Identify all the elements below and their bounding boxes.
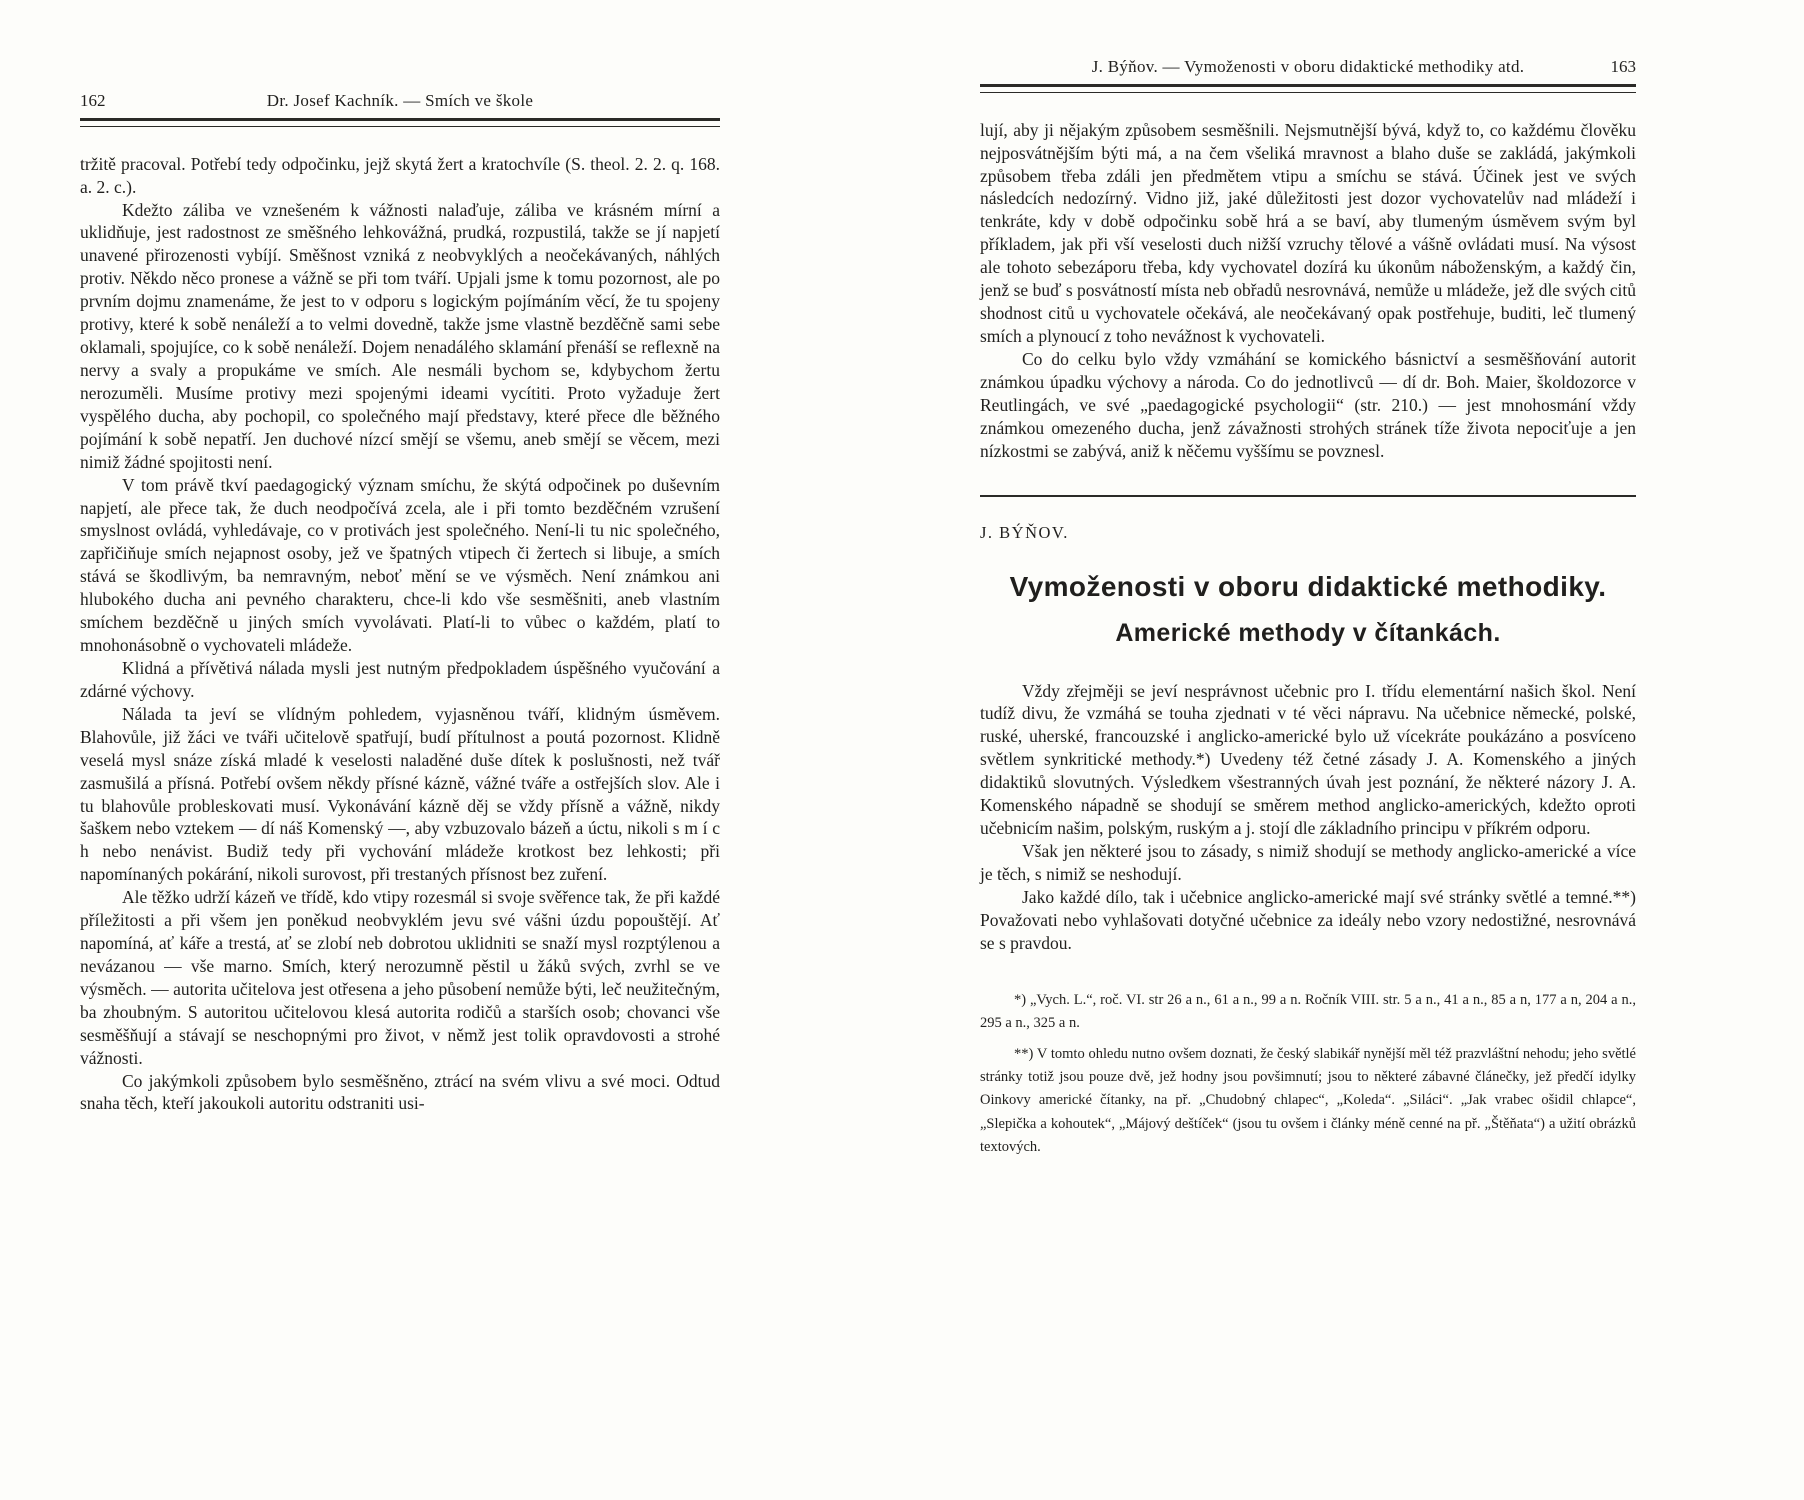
article-divider-rule: [980, 495, 1636, 497]
paragraph: Vždy zřejměji se jeví nesprávnost učebnic pro I. třídu elementární našich škol. Není tudíž divu, že vzmáhá se touha zjednati v té věci nápravu. Na učebnice německé, polské, ruské, uherské, francouzské i anglicko-americké bylo už vícekráte poukázáno a posvíceno světlem synkritické methody.*) Uvedeny též četné zásady J. A. Komenského a jiných didaktiků slovutných. Výsledkem všestranných úvah jest poznání, že některé názory J. A. Komenského nápadně se shodují se směrem method anglicko-amerických, kdežto oproti učebnicím našim, polským, ruským a j. stojí dle základního principu v příkrém odporu.: [980, 680, 1636, 839]
paragraph: tržitě pracoval. Potřebí tedy odpočinku, jejž skytá žert a kratochvíle (S. theol. 2. 2. q. 168. a. 2. c.).: [80, 153, 720, 197]
footnote: *) „Vych. L.“, roč. VI. str 26 a n., 61 a n., 99 a n. Ročník VIII. str. 5 a n., 41 a n., 85 a n, 177 a n, 204 a n., 295 a n., 325 a n.: [980, 991, 1636, 1031]
article-title: Vymoženosti v oboru didaktické methodiky.: [1009, 570, 1607, 602]
page-body-left: [80, 153, 720, 1116]
paragraph: Klidná a přívětivá nálada mysli jest nutným předpokladem úspěšného vyučování a zdárné výchovy.: [80, 657, 720, 701]
page-number-left: 162: [80, 91, 106, 110]
paragraph: Kdežto záliba ve vznešeném k vážnosti nalaďuje, záliba ve krásném mírní a uklidňuje, jest radostnost ze směšného lehkovážná, prudká, rozpustilá, takže se jí napjetí unavené přirozenosti vybíjí. Směšnost vzniká z neobvyklých a neočekávaných, náhlých protiv. Někdo něco pronese a vážně se při tom tváří. Upjali jsme k tomu pozornost, ale po prvním dojmu znamenáme, že jest to v odporu s logickým pojímáním věcí, že tu spojeny protivy, které k sobě nenáleží a to velmi dovedně, takže jsme vlastně bezděčně sami sebe oklamali, spojujíce, co k sobě nenáleží. Dojem nenadálého sklamání přenáší se reflexně na nervy a svaly a propukáme ve smích. Ale nesmáli bychom se, kdybychom žertu nerozuměli. Musíme protivy mezi spojenými ideami vycítiti. Proto vyžaduje žert vyspělého ducha, aby pochopil, co společného mají představy, které přece dle běžného pojímání k sobě nepatří. Jen duchové nízcí smějí se všemu, aneb smějí se věcem, mezi nimiž žádné spojitosti není.: [80, 199, 720, 472]
running-title-right: J. Býňov. — Vymoženosti v oboru didaktické methodiky atd.: [1091, 58, 1525, 76]
paragraph: Co do celku bylo vždy vzmáhání se komického básnictví a sesměšňování autorit známkou úpadku výchovy a národa. Co do jednotlivců — dí dr. Boh. Maier, školdozorce v Reutlingách, ve své „paedagogické psychologii“ (str. 210.) — jest mnohosmání vždy známkou omezeného ducha, jenž závažnosti strohých stránek tíže života nepociťuje a jen nízkostmi se zabývá, aniž k něčemu vyššímu se povznesl.: [980, 348, 1636, 461]
paragraph: Jako každé dílo, tak i učebnice anglicko-americké mají své stránky světlé a temné.**) Považovati nebo vyhlašovati dotyčné učebnice za ideály nebo vzory nedostižné, nesrovnává se s pravdou.: [980, 886, 1636, 953]
paragraph: Co jakýmkoli způsobem bylo sesměšněno, ztrácí na svém vlivu a své moci. Odtud snaha těch, kteří jakoukoli autoritu odstraniti usi-: [80, 1070, 720, 1114]
footnotes: [980, 989, 1636, 1159]
page-left-inner: [80, 92, 720, 1115]
page-header-right: [980, 58, 1636, 77]
footnote: **) V tomto ohledu nutno ovšem doznati, že český slabikář nynější měl též prazvláštní nehodu; jeho světlé stránky totiž jsou pouze dvě, jež hodny jsou povšimnutí; jsou to některé zábavné článečky, jež předčí idylky Oinkovy americké čítanky, na př. „Chudobný chlapec“, „Koleda“. „Siláci“. „Jak vrabec ošidil chlapce“, „Slepička a kohoutek“, „Májový deštíček“ (jsou tu ovšem i články méně cenné na př. „Štěňata“) a užití obrázků textových.: [980, 1045, 1636, 1155]
page-right-inner: [980, 58, 1636, 1159]
article-body: [980, 680, 1636, 955]
page-header-left: [80, 92, 720, 111]
page-body-right-continuation: [980, 119, 1636, 463]
page-number-right: 163: [1610, 57, 1636, 76]
article-subtitle: Americké methody v čítankách.: [1115, 618, 1501, 647]
running-title-left: Dr. Josef Kachník. — Smích ve škole: [266, 92, 534, 110]
paragraph: Však jen některé jsou to zásady, s nimiž shodují se methody anglicko-americké a více je těch, s nimiž se neshodují.: [980, 840, 1636, 884]
paragraph: lují, aby ji nějakým způsobem sesměšnili. Nejsmutnější bývá, když to, co každému člověku nejposvátnějším býti má, a na čem všeliká mravnost a blaho duše se zakládá, jakýmkoli způsobem třeba zdáli jen předmětem vtipu a smíchu se stává. Účinek jest ve svých následcích nedozírný. Vidno již, jaké důležitosti jest dozor vychovatelův nad mládeží i tenkráte, kdy v době odpočinku sobě hrá a se baví, aby tlumeným úsměvem svým byl příkladem, jak při vší veselosti duch nižší vzruchy tělové a vášně ovládati musí. Na výsost ale tohoto sebezáporu třeba, kdy vychovatel dozírá ku úkonům náboženským, a každý čin, jenž se buď s posvátností místa neb obřadů nesrovnává, nemůže u mládeže, jež dle svých citů shodnost citů u vychovatele očekává, ale neočekávaný opak postřehuje, buditi, leč tlumený smích a plynoucí z toho nevážnost k vychovateli.: [980, 119, 1636, 346]
page-right: [902, 0, 1804, 1500]
paragraph: Ale těžko udrží kázeň ve třídě, kdo vtipy rozesmál si svoje svěřence tak, že při každé příležitosti a při všem jen poněkud neobvyklém jevu své vášni úzdu popouštějí. Ať napomíná, ať káře a trestá, ať se zlobí neb dobrotou uklidniti se snaží mysl rozptýlenou a nevázanou — vše marno. Smích, který nerozumně pěstil u žáků svých, zvrhl se ve výsměch. — autorita učitelova jest otřesena a jeho působení nemůže býti, leč neužitečným, ba zhoubným. S autoritou učitelovou klesá autorita rodičů a starších osob; chovanci vše sesměšňují a stávají se neschopnými pro život, v němž jest tolik opravdovosti a strohé vážnosti.: [80, 887, 720, 1068]
paragraph: Nálada ta jeví se vlídným pohledem, vyjasněnou tváří, klidným úsměvem. Blahovůle, již žáci ve tváři učitelově spatřují, budí přítulnost a poutá pozornost. Klidně veselá mysl snáze získá mladé k veselosti naladěné duše dítek k poslušnosti, než tvář zasmušilá a přísná. Potřebí ovšem někdy přísné kázně, vážné tváře a ostřejších slov. Ale i tu blahovůle probleskovati musí. Vykonávání kázně děj se vždy přísně a vážně, nikdy šaškem nebo vztekem — dí náš Komenský —, aby vzbuzovalo bázeň a úctu, nikoli s m í c h nebo nenávist. Budiž tedy při vychování mládeže krotkost bez lehkosti; při napomínaných pokárání, nikoli surovost, při trestaných přísnost bez zuření.: [80, 703, 720, 885]
header-rule-right: [980, 84, 1636, 93]
article: [980, 523, 1636, 1159]
article-author: J. BÝŇOV.: [980, 522, 1069, 542]
header-rule-left: [80, 118, 720, 127]
paragraph: V tom právě tkví paedagogický význam smíchu, že skýtá odpočinek po duševním napjetí, ale přece tak, že duch neodpočívá zcela, ale i při tomto bezděčném vzrušení smyslnost ovládá, vyhledávaje, co v protivách jest společného. Není-li tu nic společného, zapřičiňuje smích nejapnost osoby, jež ve špatných vtipech či žertech si libuje, a smích stává se škodlivým, ba nemravným, neboť mění se ve výsměch. Není známkou ani hlubokého ducha ani pevného charakteru, chce-li kdo vše sesměšniti, aneb vlastním smíchem bezděčně u jiných smích vyvolávati. Platí-li to vůbec o každém, platí to mnohonásobně o vychovateli mládeže.: [80, 474, 720, 656]
